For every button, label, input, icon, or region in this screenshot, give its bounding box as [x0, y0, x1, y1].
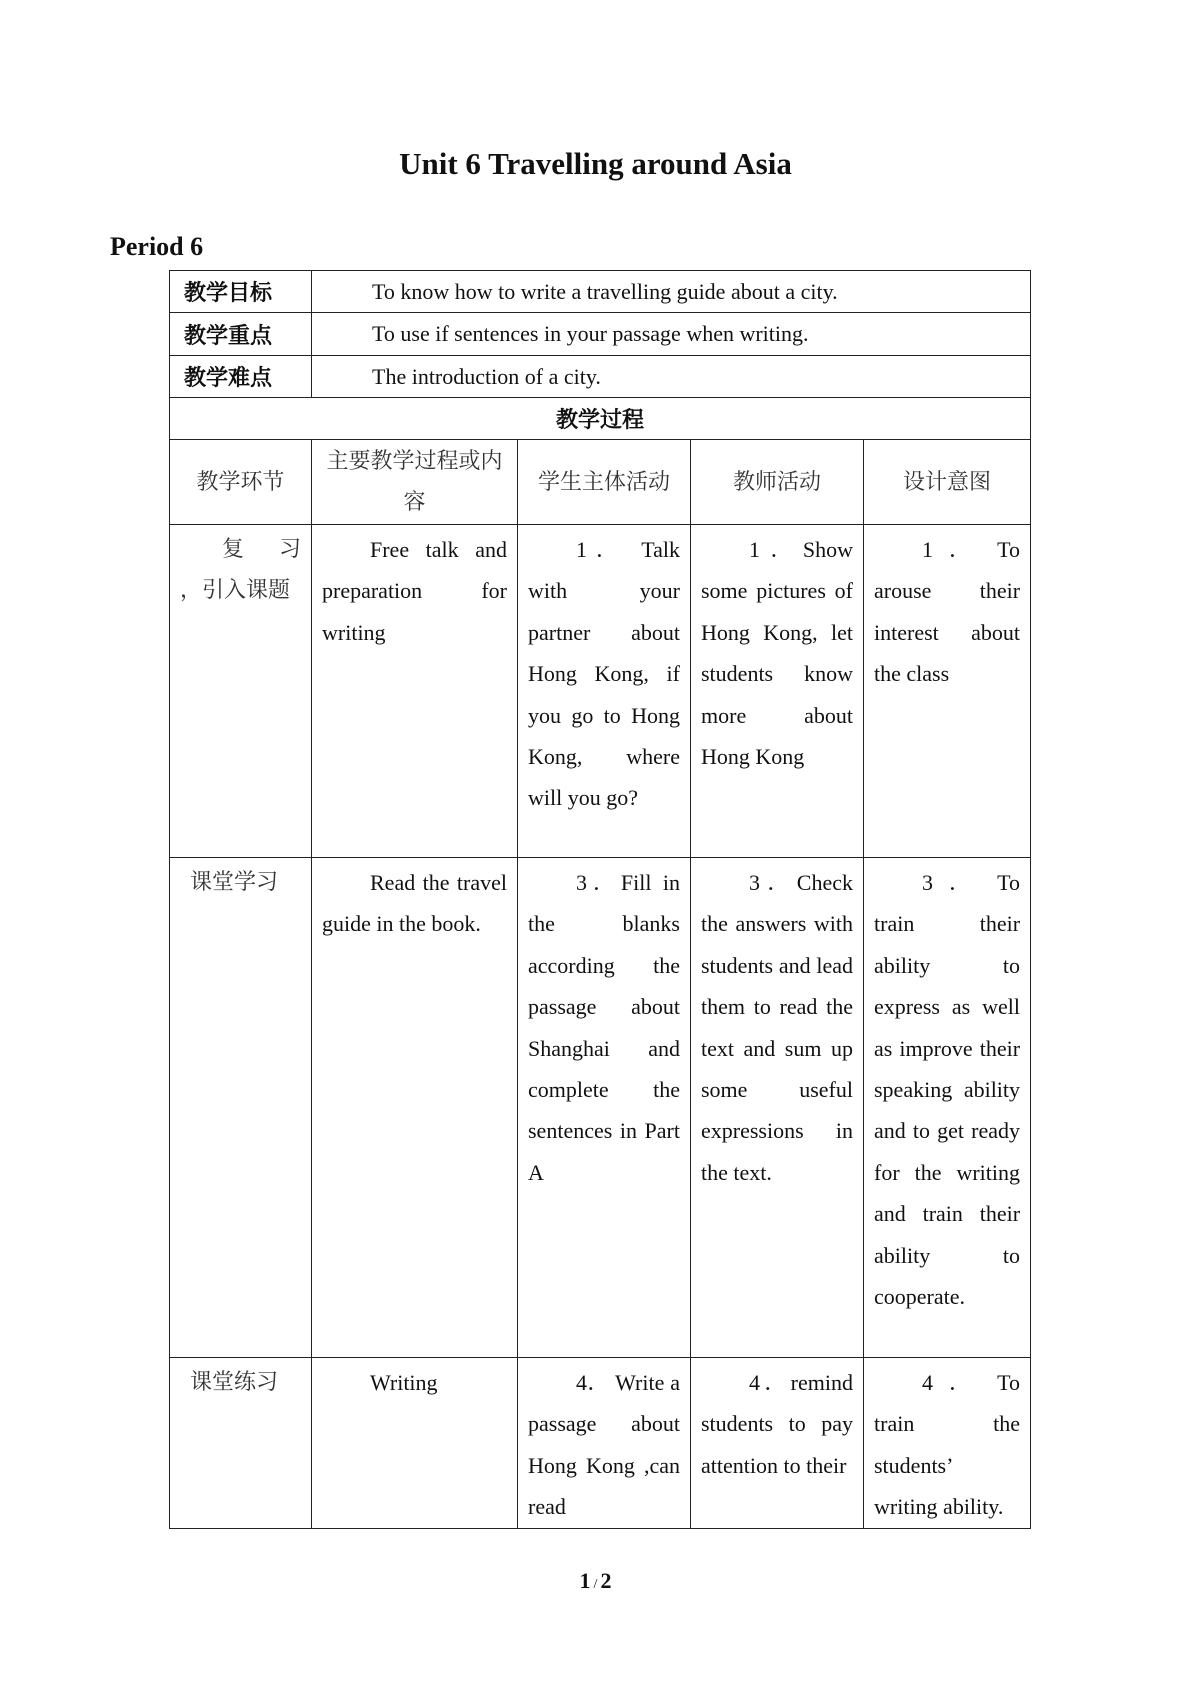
header-stage: 教学环节	[170, 440, 312, 525]
info-row-objective	[170, 271, 1031, 313]
purpose-cell: 1 ． To arouse their interest about the class	[864, 525, 1031, 858]
info-row-key-point	[170, 313, 1031, 356]
section-row	[170, 398, 1031, 440]
page-number	[0, 1568, 1191, 1594]
header-content: 主要教学过程或内容	[312, 440, 518, 525]
header-design-purpose: 设计意图	[864, 440, 1031, 525]
period-heading: Period 6	[110, 232, 204, 261]
total-pages: 2	[600, 1568, 612, 1593]
document-title: Unit 6 Travelling around Asia	[399, 146, 792, 181]
info-row-difficulty	[170, 356, 1031, 398]
stage-cell: 课堂学习	[170, 858, 312, 1358]
teacher-activity-cell: 3．Check the answers with students and lead them to read the text and sum up some useful expressions in the text.	[691, 858, 864, 1358]
info-label: 教学目标	[170, 271, 312, 313]
student-activity-cell: 1． Talk with your partner about Hong Kong, if you go to Hong Kong, where will you go?	[518, 525, 691, 858]
section-title: 教学过程	[170, 398, 1031, 440]
info-value: To use if sentences in your passage when writing.	[312, 313, 1031, 356]
teacher-activity-cell: 4．remind students to pay attention to their	[691, 1358, 864, 1529]
table-row	[170, 525, 1031, 858]
info-label: 教学重点	[170, 313, 312, 356]
header-teacher-activity: 教师活动	[691, 440, 864, 525]
content-cell: Free talk and preparation for writing	[312, 525, 518, 858]
info-value: The introduction of a city.	[312, 356, 1031, 398]
stage-cell: 复 习 ，引入课题	[170, 525, 312, 858]
content-cell: Read the travel guide in the book.	[312, 858, 518, 1358]
page-separator: /	[593, 1577, 598, 1592]
student-activity-cell: 4． Write a passage about Hong Kong ,can read	[518, 1358, 691, 1529]
purpose-cell: 3 ． To train their ability to express as well as improve their speaking ability and to get ready for the writing and train their ability to cooperate.	[864, 858, 1031, 1358]
content-cell: Writing	[312, 1358, 518, 1529]
purpose-cell: 4 ． To train the students’ writing ability.	[864, 1358, 1031, 1529]
table-row	[170, 858, 1031, 1358]
info-label: 教学难点	[170, 356, 312, 398]
teacher-activity-cell: 1．Show some pictures of Hong Kong, let students know more about Hong Kong	[691, 525, 864, 858]
lesson-plan-table	[169, 270, 1031, 1529]
header-row	[170, 440, 1031, 525]
table-row	[170, 1358, 1031, 1529]
info-value: To know how to write a travelling guide about a city.	[312, 271, 1031, 313]
student-activity-cell: 3．Fill in the blanks according the passage about Shanghai and complete the sentences in Part A	[518, 858, 691, 1358]
current-page: 1	[579, 1568, 591, 1593]
header-student-activity: 学生主体活动	[518, 440, 691, 525]
stage-cell: 课堂练习	[170, 1358, 312, 1529]
